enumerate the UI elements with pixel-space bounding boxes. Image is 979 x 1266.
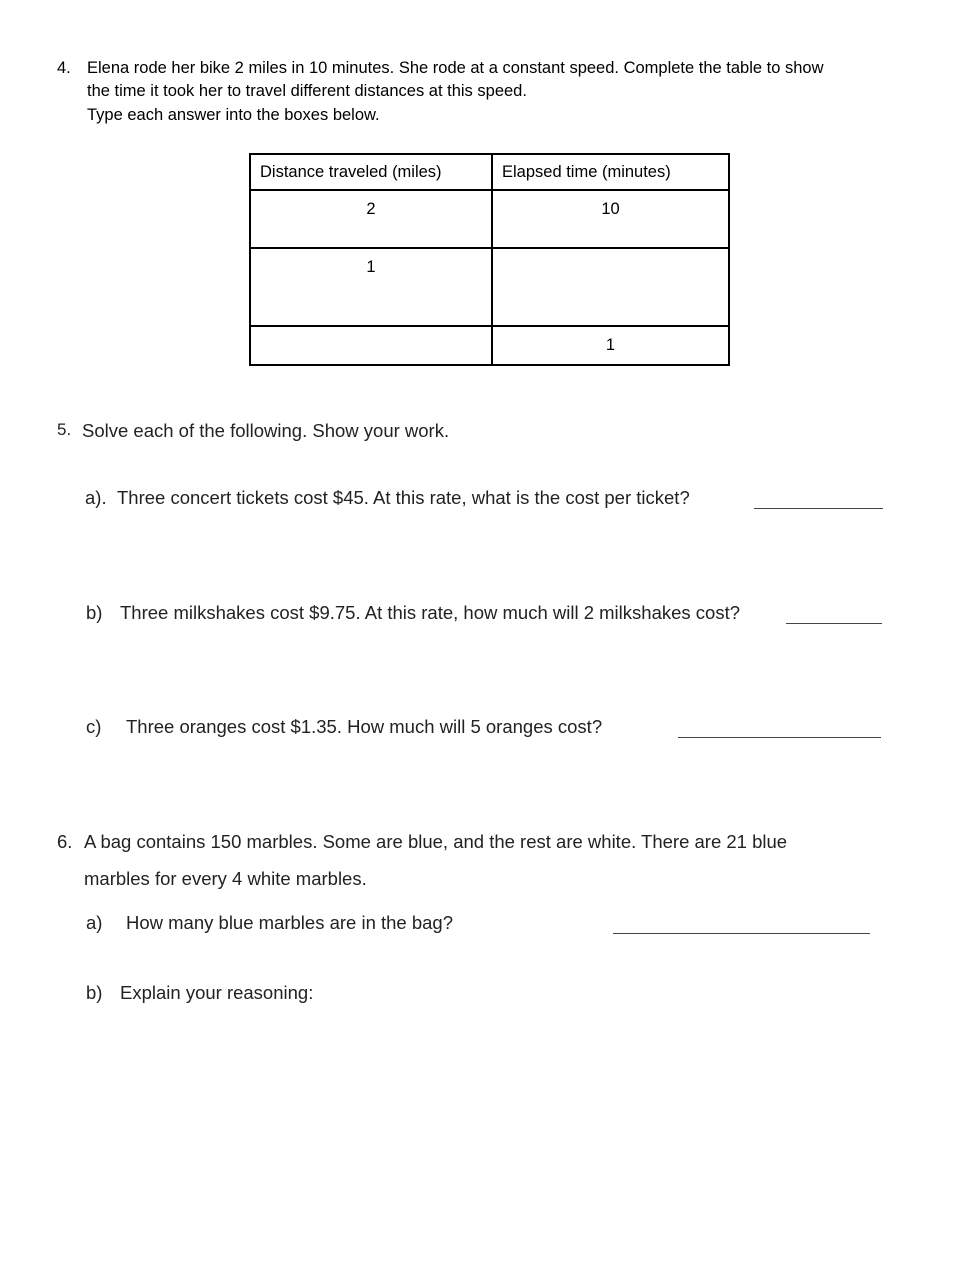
q5c-answer-blank[interactable] — [678, 736, 881, 738]
q5b-label: b) — [86, 602, 103, 623]
rate-table — [249, 153, 730, 366]
q4-text-line2: the time it took her to travel different distances at this speed. — [87, 82, 527, 100]
q6a-text: How many blue marbles are in the bag? — [126, 912, 454, 933]
header-distance: Distance traveled (miles) — [250, 154, 492, 190]
q6a-answer-blank[interactable] — [613, 932, 870, 934]
q4-text-line3: Type each answer into the boxes below. — [87, 106, 380, 124]
answer-box-distance-3[interactable] — [250, 326, 492, 365]
table-row — [250, 248, 729, 326]
cell-distance-1: 2 — [250, 190, 492, 248]
q6a-label: a) — [86, 912, 103, 933]
q5-number: 5. — [57, 420, 72, 439]
q6b-text: Explain your reasoning: — [120, 982, 314, 1003]
q6-text-line2: marbles for every 4 white marbles. — [84, 868, 367, 889]
table-header-row — [250, 154, 729, 190]
q5-prompt: Solve each of the following. Show your work. — [82, 420, 450, 441]
table-row — [250, 326, 729, 365]
q6-text-line1: A bag contains 150 marbles. Some are blue, and the rest are white. There are 21 blue — [84, 831, 788, 852]
q5a-text: Three concert tickets cost $45. At this rate, what is the cost per ticket? — [117, 487, 690, 508]
q4-text-line1: Elena rode her bike 2 miles in 10 minutes. She rode at a constant speed. Complete the table to show — [87, 59, 824, 77]
q5a-label: a). — [85, 487, 107, 508]
q6b-label: b) — [86, 982, 103, 1003]
q5b-answer-blank[interactable] — [786, 622, 882, 624]
cell-distance-2: 1 — [250, 248, 492, 326]
q5c-label: c) — [86, 716, 102, 737]
q4-number: 4. — [57, 59, 71, 77]
answer-box-time-2[interactable] — [492, 248, 729, 326]
cell-time-3: 1 — [492, 326, 729, 365]
cell-time-1: 10 — [492, 190, 729, 248]
q5a-answer-blank[interactable] — [754, 507, 883, 509]
header-elapsed-time: Elapsed time (minutes) — [492, 154, 729, 190]
table-row — [250, 190, 729, 248]
q5b-text: Three milkshakes cost $9.75. At this rate, how much will 2 milkshakes cost? — [120, 602, 741, 623]
q5c-text: Three oranges cost $1.35. How much will 5 oranges cost? — [126, 716, 603, 737]
q6-number: 6. — [57, 831, 73, 852]
